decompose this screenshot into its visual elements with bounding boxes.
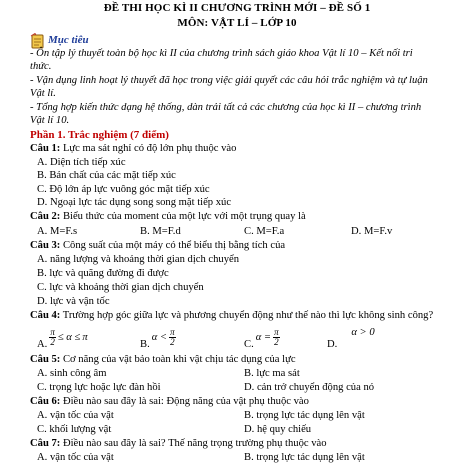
option-letter: A. xyxy=(37,339,48,350)
option-d[interactable]: D. Ngoại lực tác dụng song song mặt tiếp xúc xyxy=(37,197,232,208)
question-label: Câu 1: xyxy=(30,143,61,154)
option-d[interactable]: D. M=F.v xyxy=(351,226,393,237)
option-b[interactable]: B. trọng lực tác dụng lên vật xyxy=(244,410,365,421)
option-b[interactable]: B. trọng lực tác dụng lên vật xyxy=(244,452,365,463)
exam-title: ĐỀ THI HỌC KÌ II CHƯƠNG TRÌNH MỚI – ĐỀ SỐ 1 xyxy=(103,2,371,14)
question-7 xyxy=(30,437,460,450)
objective-line: Vật lí. xyxy=(30,88,56,99)
math-text: ≤ α ≤ xyxy=(57,332,81,343)
objective-line: - Tổng hợp kiến thức dạng hệ thống, dàn trải tất cả các chương của học kì II – chương trình xyxy=(30,102,422,113)
objective-line: thức. xyxy=(30,61,52,72)
objectives-label: Mục tiêu xyxy=(48,34,89,47)
option-a[interactable]: A. vận tốc của vật xyxy=(37,410,114,421)
option-a[interactable] xyxy=(37,324,88,351)
option-letter: B. xyxy=(140,339,150,350)
option-b[interactable] xyxy=(140,324,176,351)
question-2 xyxy=(30,210,460,223)
question-text: Lực ma sát nghỉ có độ lớn phụ thuộc vào xyxy=(60,143,237,154)
option-d[interactable]: D. hệ quy chiếu xyxy=(244,424,312,435)
option-letter: D. xyxy=(327,339,338,350)
question-label: Câu 6: xyxy=(30,396,61,407)
math-text: α < xyxy=(151,332,168,343)
option-a[interactable]: A. vận tốc của vật xyxy=(37,452,114,463)
option-c[interactable] xyxy=(244,324,280,351)
question-label: Câu 5: xyxy=(30,354,61,365)
option-a[interactable]: A. Diện tích tiếp xúc xyxy=(37,157,126,168)
math-fraction: $\frac{\pi}{2}$ xyxy=(170,327,175,348)
question-text: Trường hợp góc giữa lực và phương chuyển động như thế nào thì lực không sinh công? xyxy=(60,310,434,321)
math-fraction: $\frac{\pi}{2}$ xyxy=(50,327,55,348)
question-label: Câu 7: xyxy=(30,438,61,449)
question-4 xyxy=(30,309,460,322)
option-d[interactable]: D. lực và vận tốc xyxy=(37,296,110,307)
option-a[interactable]: A. sinh công âm xyxy=(37,368,107,379)
option-c[interactable]: C. Độ lớn áp lực vuông góc mặt tiếp xúc xyxy=(37,184,210,195)
option-d[interactable]: D. cản trở chuyển động của nó xyxy=(244,382,375,393)
objective-line: - Vận dụng linh hoạt lý thuyết đã học trong việc giải quyết các câu hỏi trắc nghiệm và tự luận xyxy=(30,75,428,86)
math-text: α > 0 xyxy=(351,327,375,338)
question-text: Biểu thức của moment của một lực với một trụng quay là xyxy=(60,211,306,222)
option-d[interactable] xyxy=(327,324,375,351)
option-b[interactable]: B. lực và quãng đường đi được xyxy=(37,268,169,279)
question-5 xyxy=(30,353,460,366)
option-letter: C. xyxy=(244,339,254,350)
option-b[interactable]: B. lực ma sát xyxy=(244,368,300,379)
question-text: Cơ năng của vật bảo toàn khi vật chịu tác dụng của lực xyxy=(60,354,296,365)
option-a[interactable]: A. M=F.s xyxy=(37,226,78,237)
question-text: Công suất của một máy có thể biểu thị bằng tích của xyxy=(60,240,286,251)
question-label: Câu 2: xyxy=(30,211,61,222)
option-c[interactable]: C. trọng lực hoặc lực đàn hồi xyxy=(37,382,161,393)
question-1 xyxy=(30,142,460,155)
subject-title: MÔN: VẬT LÍ – LỚP 10 xyxy=(177,17,297,29)
question-text: Điều nào sau đây là sai? Thế năng trọng trường phụ thuộc vào xyxy=(60,438,327,449)
objective-line: - Ôn tập lý thuyết toàn bộ học kì II của chương trình sách giáo khoa Vật lí 10 – Kết nối tri xyxy=(30,48,413,59)
question-label: Câu 4: xyxy=(30,310,61,321)
question-label: Câu 3: xyxy=(30,240,61,251)
option-c[interactable]: C. M=F.a xyxy=(244,226,285,237)
math-text: α = xyxy=(255,332,272,343)
option-a[interactable]: A. năng lượng và khoảng thời gian dịch chuyển xyxy=(37,254,240,265)
option-c[interactable]: C. khối lượng vật xyxy=(37,424,112,435)
option-c[interactable]: C. lực và khoảng thời gian dịch chuyển xyxy=(37,282,204,293)
question-3 xyxy=(30,239,460,252)
math-fraction: $\frac{\pi}{2}$ xyxy=(274,327,279,348)
objective-line: Vật lí 10. xyxy=(30,115,70,126)
question-6 xyxy=(30,395,460,408)
part1-title: Phần 1. Trắc nghiệm (7 điểm) xyxy=(30,129,169,141)
option-b[interactable]: B. Bản chất của các mặt tiếp xúc xyxy=(37,170,176,181)
math-text: π xyxy=(82,332,88,343)
question-text: Điều nào sau đây là sai: Động năng của vật phụ thuộc vào xyxy=(60,396,309,407)
option-b[interactable]: B. M=F.d xyxy=(140,226,181,237)
